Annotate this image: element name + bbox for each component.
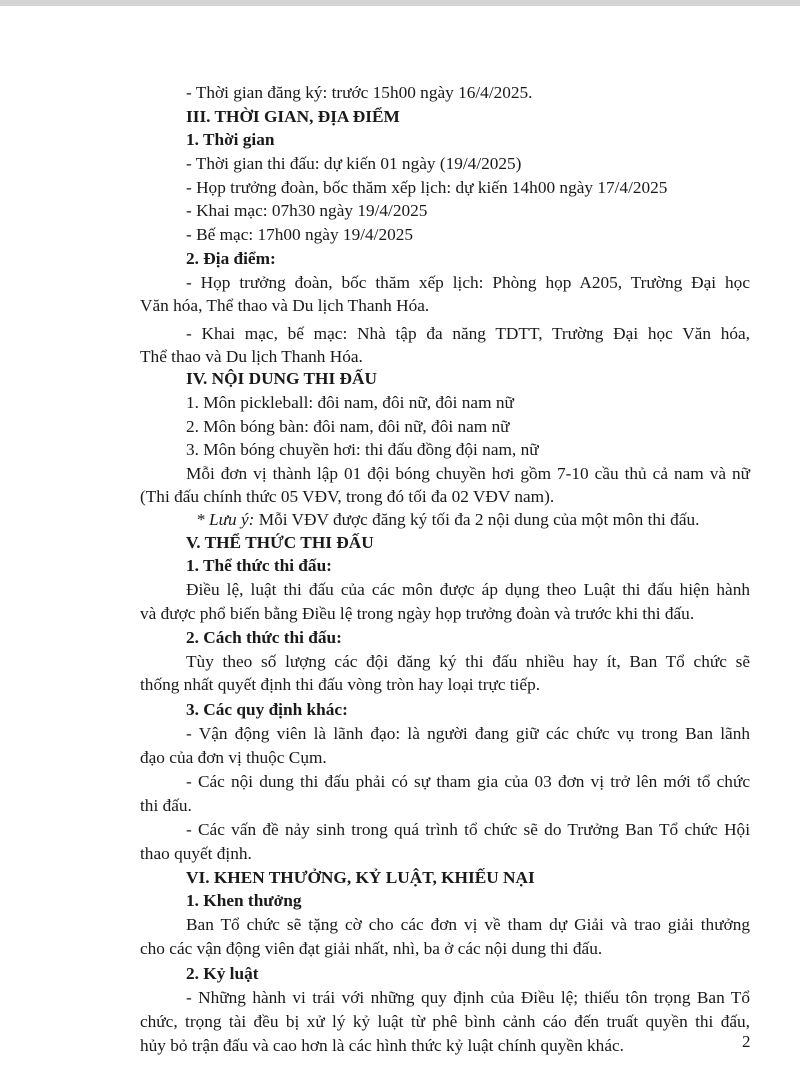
note-text: Mỗi VĐV được đăng ký tối đa 2 nội dung của một môn thi đấu. [254,510,700,529]
ceremony-location-line-2: Thể thao và Du lịch Thanh Hóa. [140,347,363,366]
section-6-1-heading: 1. Khen thưởng [186,891,302,910]
section-6-heading: VI. KHEN THƯỞNG, KỶ LUẬT, KHIẾU NẠI [186,868,535,887]
pickleball-events: 1. Môn pickleball: đôi nam, đôi nữ, đôi nam nữ [186,393,514,412]
discipline-line-1: - Những hành vi trái với những quy định của Điều lệ; thiếu tôn trọng Ban Tổ [186,988,750,1007]
other-rule-2-line-2: thi đấu. [140,796,192,815]
meeting-location-line-1: - Họp trưởng đoàn, bốc thăm xếp lịch: Phòng họp A205, Trường Đại học [186,273,750,292]
section-5-2-heading: 2. Cách thức thi đấu: [186,628,342,647]
section-3-2-heading: 2. Địa điểm: [186,249,276,268]
note-line [196,509,800,531]
section-5-1-heading: 1. Thể thức thi đấu: [186,556,332,575]
note-label: * Lưu ý: [196,510,255,529]
other-rule-2-line-1: - Các nội dung thi đấu phải có sự tham gia của 03 đơn vị trở lên mới tổ chức [186,772,750,791]
meeting-location-line-2: Văn hóa, Thể thao và Du lịch Thanh Hóa. [140,296,430,315]
other-rule-3-line-1: - Các vấn đề nảy sinh trong quá trình tổ chức sẽ do Trưởng Ban Tổ chức Hội [186,820,750,839]
ceremony-location-line-1: - Khai mạc, bế mạc: Nhà tập đa năng TDTT, Trường Đại học Văn hóa, [186,324,750,343]
team-meeting-time: - Họp trưởng đoàn, bốc thăm xếp lịch: dự kiến 14h00 ngày 17/4/2025 [186,178,668,197]
section-3-1-heading: 1. Thời gian [186,130,275,149]
other-rule-3-line-2: thao quyết định. [140,844,252,863]
section-4-heading: IV. NỘI DUNG THI ĐẤU [186,369,377,388]
rewards-line-1: Ban Tổ chức sẽ tặng cờ cho các đơn vị về tham dự Giải và trao giải thưởng [186,915,750,934]
opening-time: - Khai mạc: 07h30 ngày 19/4/2025 [186,201,428,220]
section-5-heading: V. THỂ THỨC THI ĐẤU [186,533,374,552]
competition-time: - Thời gian thi đấu: dự kiến 01 ngày (19/4/2025) [186,154,522,173]
table-tennis-events: 2. Môn bóng bàn: đôi nam, đôi nữ, đôi nam nữ [186,417,510,436]
rules-line-2: và được phổ biến bằng Điều lệ trong ngày họp trưởng đoàn và trước khi thi đấu. [140,604,695,623]
section-5-3-heading: 3. Các quy định khác: [186,700,348,719]
volleyball-team-line-2: (Thi đấu chính thức 05 VĐV, trong đó tối đa 02 VĐV nam). [140,487,555,506]
air-volleyball-events: 3. Môn bóng chuyền hơi: thi đấu đồng đội nam, nữ [186,440,539,459]
other-rule-1-line-2: đạo của đơn vị thuộc Cụm. [140,748,327,767]
rewards-line-2: cho các vận động viên đạt giải nhất, nhì, ba ở các nội dung thi đấu. [140,939,603,958]
discipline-line-3: hủy bỏ trận đấu và cao hơn là các hình thức kỷ luật chính quyền khác. [140,1036,624,1055]
format-line-1: Tùy theo số lượng các đội đăng ký thi đấu nhiều hay ít, Ban Tổ chức sẽ [186,652,750,671]
closing-time: - Bế mạc: 17h00 ngày 19/4/2025 [186,225,414,244]
section-3-heading: III. THỜI GIAN, ĐỊA ĐIỂM [186,107,400,126]
page-number: 2 [742,1032,751,1051]
rules-line-1: Điều lệ, luật thi đấu của các môn được áp dụng theo Luật thi đấu hiện hành [186,580,750,599]
registration-time: - Thời gian đăng ký: trước 15h00 ngày 16/4/2025. [186,83,533,102]
discipline-line-2: chức, trọng tài đều bị xử lý kỷ luật từ phê bình cảnh cáo đến truất quyền thi đấu, [140,1012,750,1031]
other-rule-1-line-1: - Vận động viên là lãnh đạo: là người đang giữ các chức vụ trong Ban lãnh [186,724,750,743]
document-page [0,6,800,1084]
section-6-2-heading: 2. Kỷ luật [186,964,259,983]
volleyball-team-line-1: Mỗi đơn vị thành lập 01 đội bóng chuyền hơi gồm 7-10 cầu thủ cả nam và nữ [186,464,750,483]
format-line-2: thống nhất quyết định thi đấu vòng tròn hay loại trực tiếp. [140,675,541,694]
